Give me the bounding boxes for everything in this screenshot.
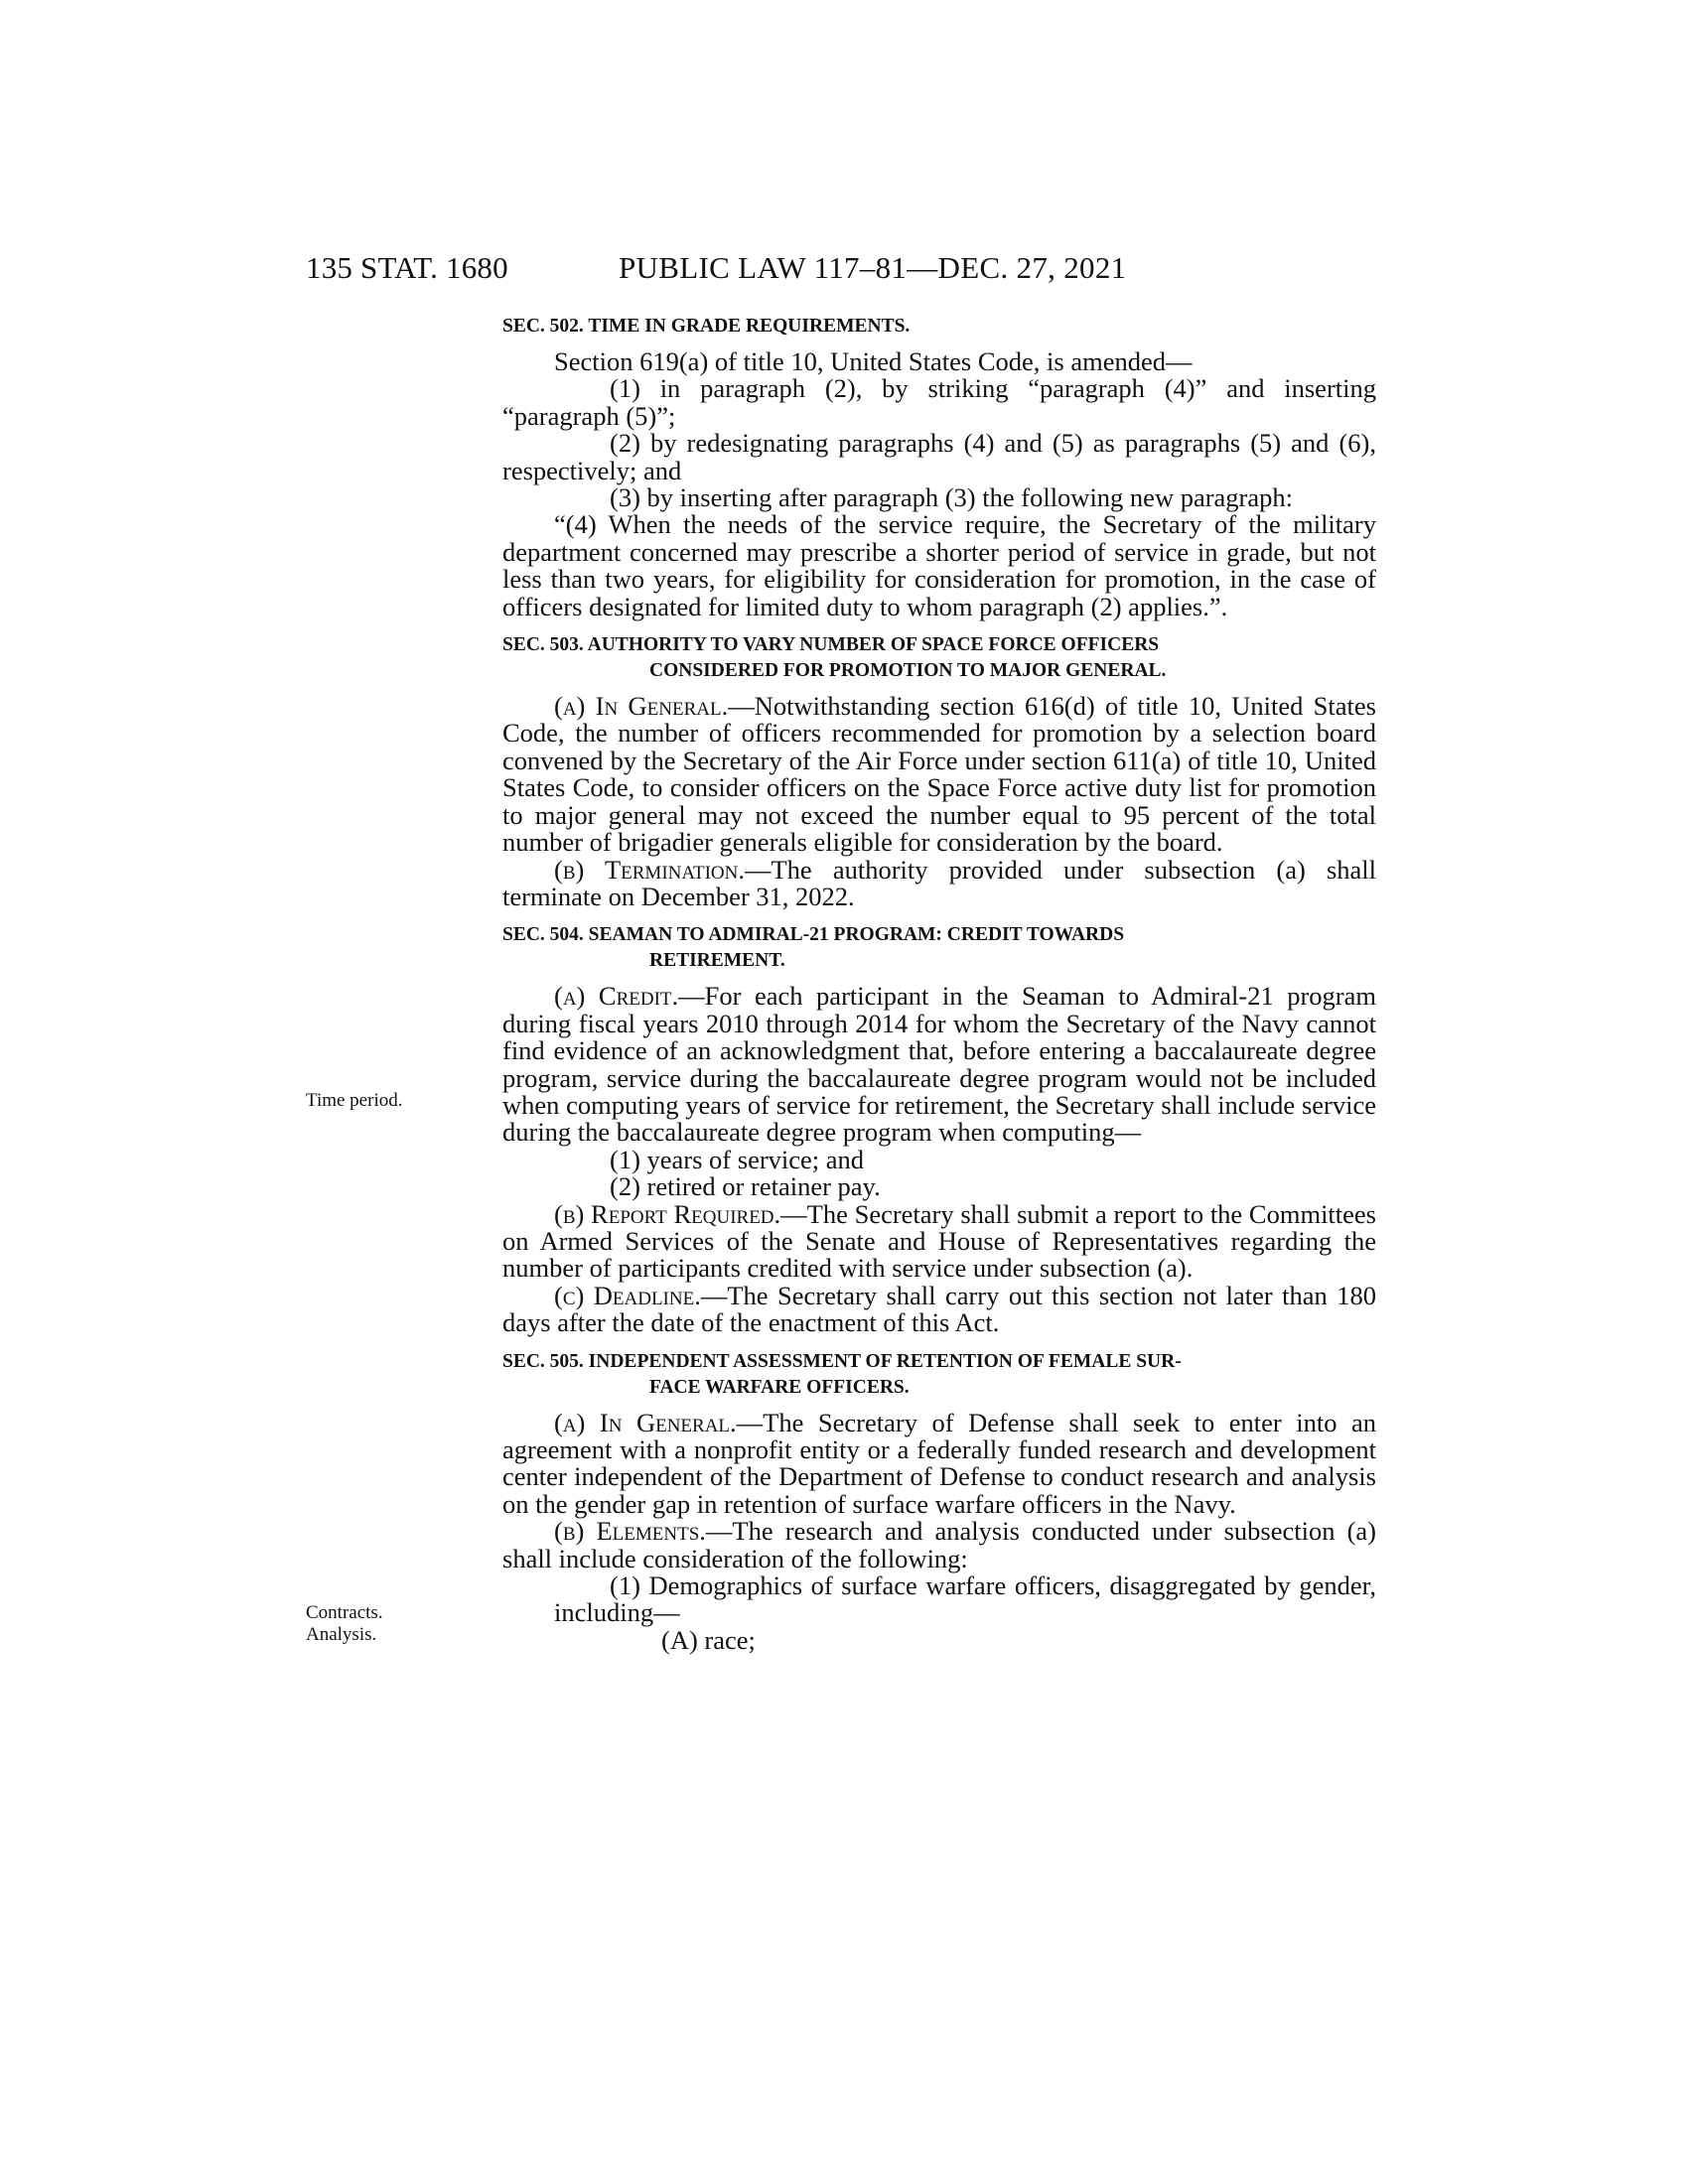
section-heading-505	[502, 1349, 1376, 1401]
sec505-b-text: —The research and analysis conducted under subsection (a) shall include consideration of the following:	[502, 1516, 1376, 1573]
sec505-a-text: —The Secretary of Defense shall seek to enter into an agreement with a nonprofit entity or a federally funded research and development center independent of the Department of Defense to conduct research and analysis on the gender gap in retention of surface warfare officers in the Navy.	[502, 1407, 1376, 1519]
sec505-b-label: (b) Elements.	[554, 1516, 706, 1547]
sec502-intro: Section 619(a) of title 10, United States Code, is amended—	[554, 346, 1193, 376]
margin-note-analysis: Analysis.	[306, 1624, 377, 1645]
sec503-b-label: (b) Termination.	[554, 854, 745, 885]
sec503-b-text: —The authority provided under subsection (a) shall terminate on December 31, 2022.	[502, 854, 1376, 911]
sec505-heading-line2: FACE WARFARE OFFICERS.	[649, 1376, 910, 1398]
sec504-heading-line2: RETIREMENT.	[649, 950, 785, 972]
margin-note-contracts: Contracts.	[306, 1602, 383, 1623]
sec502-quote: “(4) When the needs of the service require, the Secretary of the military department concerned may prescribe a shorter period of service in grade, but not less than two years, for eligibility for consideration for promotion, in the case of officers designated for limited duty to whom paragraph (2) applies.”.	[502, 509, 1376, 621]
sec504-heading-line1: SEC. 504. SEAMAN TO ADMIRAL-21 PROGRAM: CREDIT TOWARDS	[502, 924, 1125, 946]
sec502-item3: (3) by inserting after paragraph (3) the following new paragraph:	[610, 482, 1294, 513]
sec504-a1: (1) years of service; and	[610, 1144, 865, 1174]
sec505-heading-line1: SEC. 505. INDEPENDENT ASSESSMENT OF RETENTION OF FEMALE SUR-	[502, 1350, 1182, 1372]
sec504-a-text: —For each participant in the Seaman to Admiral-21 program during fiscal years 2010 through 2014 for whom the Secretary of the Navy cannot find evidence of an acknowledgment that, before entering a baccalaureate degree program, service during the baccalaureate degree program would not be included when computing years of service for retirement, the Secretary shall include service during the baccalaureate degree program when computing—	[502, 981, 1376, 1148]
sec504-subsection-c	[502, 1280, 1376, 1338]
sec504-subsection-a	[502, 983, 1376, 1146]
sec505-a-label: (a) In General.	[554, 1407, 737, 1437]
sec505-b1A: (A) race;	[661, 1624, 756, 1655]
sec503-a-label: (a) In General.	[554, 691, 729, 722]
sec504-c-text: —The Secretary shall carry out this section not later than 180 days after the date of the enactment of this Act.	[502, 1280, 1376, 1338]
statute-page-number: 135 STAT. 1680	[306, 250, 508, 285]
sec505-subsection-a	[502, 1407, 1376, 1519]
sec505-subsection-b	[502, 1518, 1376, 1572]
sec502-item2: (2) by redesignating paragraphs (4) and (5) as paragraphs (5) and (6), respectively; and	[502, 428, 1376, 485]
sec503-subsection-b	[502, 854, 1376, 911]
margin-note-time-period: Time period.	[306, 1090, 403, 1111]
sec505-b1: (1) Demographics of surface warfare officers, disaggregated by gender, including—	[554, 1570, 1376, 1628]
sec504-c-label: (c) Deadline.	[554, 1280, 701, 1310]
sec504-a2: (2) retired or retainer pay.	[610, 1171, 881, 1202]
running-header: PUBLIC LAW 117–81—DEC. 27, 2021	[619, 250, 1127, 285]
sec503-heading-line1: SEC. 503. AUTHORITY TO VARY NUMBER OF SPACE FORCE OFFICERS	[502, 634, 1160, 656]
section-heading-503	[502, 632, 1376, 684]
sec503-heading-line2: CONSIDERED FOR PROMOTION TO MAJOR GENERAL.	[649, 660, 1167, 682]
sec503-subsection-a	[502, 693, 1376, 856]
section-heading-502: SEC. 502. TIME IN GRADE REQUIREMENTS.	[502, 316, 911, 337]
sec503-a-text: —Notwithstanding section 616(d) of title 10, United States Code, the number of officers recommended for promotion by a selection board convened by the Secretary of the Air Force under section 611(a) of title 10, United States Code, to consider officers on the Space Force active duty list for promotion to major general may not exceed the number equal to 95 percent of the total number of brigadier generals eligible for consideration by the board.	[502, 691, 1376, 858]
sec502-item1: (1) in paragraph (2), by striking “paragraph (4)” and inserting “paragraph (5)”;	[502, 373, 1376, 431]
sec504-b-label: (b) Report Required.	[554, 1198, 781, 1229]
section-heading-504	[502, 922, 1376, 974]
sec504-subsection-b	[502, 1198, 1376, 1284]
sec504-b-text: —The Secretary shall submit a report to the Committees on Armed Services of the Senate and House of Representatives regarding the number of participants credited with service under subsection (a).	[502, 1198, 1376, 1284]
document-body	[502, 314, 1376, 1654]
sec504-a-label: (a) Credit.	[554, 981, 679, 1012]
